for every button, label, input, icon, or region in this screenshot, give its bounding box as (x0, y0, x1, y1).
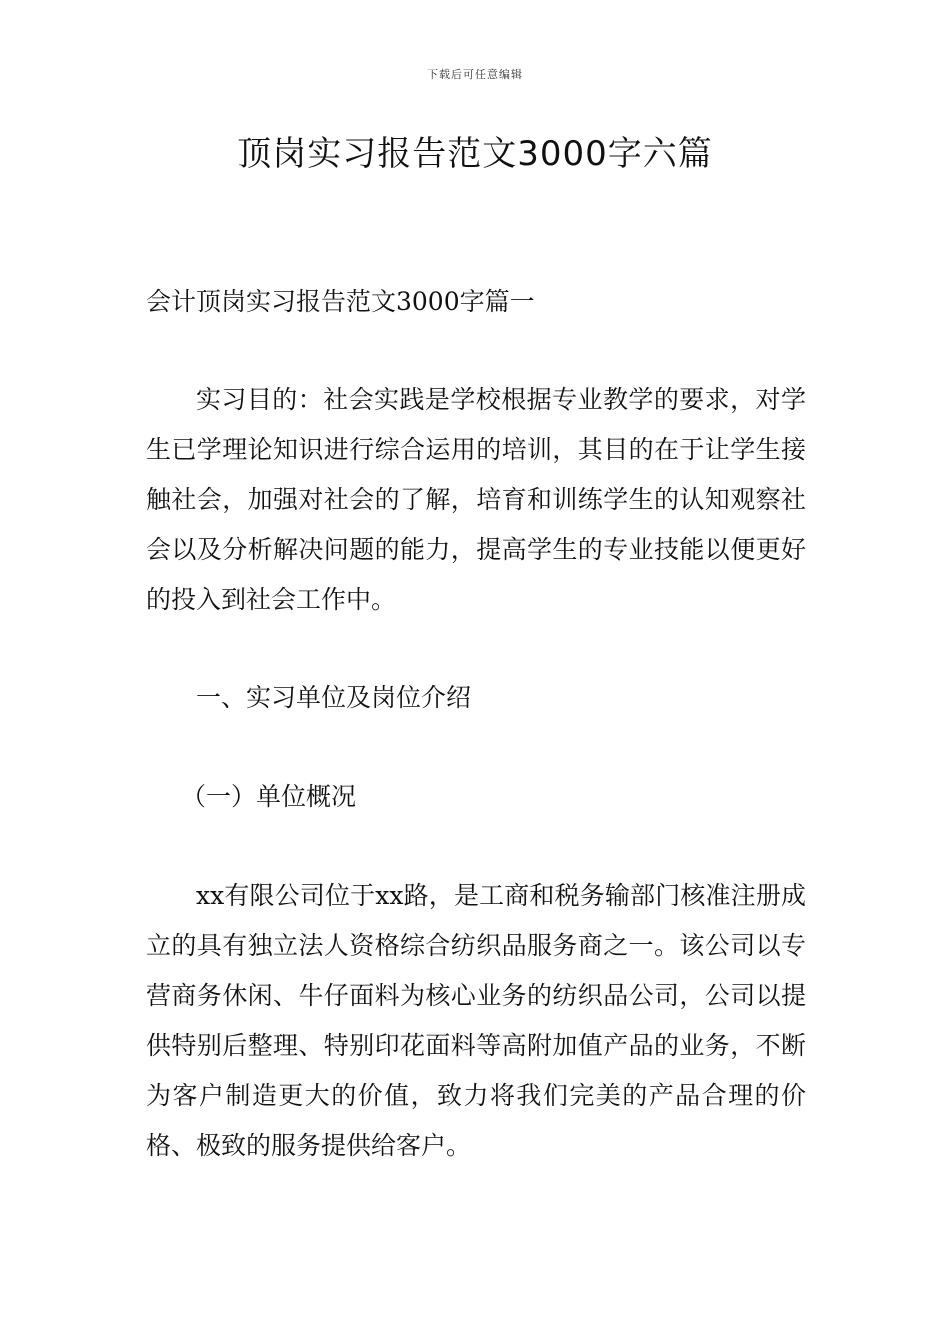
section-heading: 一、实习单位及岗位介绍 (196, 683, 472, 712)
paragraph-company: xx有限公司位于xx路，是工商和税务输部门核准注册成立的具有独立法人资格综合纺织品服务商之一。该公司以专营商务休闲、牛仔面料为核心业务的纺织品公司，公司以提供特别后整理、特别印花面料等高附加值产品的业务，不断为客户制造更大的价值，致力将我们完美的产品合理的价格、极致的服务提供给客户。 (146, 881, 806, 1160)
page-title: 顶岗实习报告范文3000字六篇 (237, 134, 713, 174)
paragraph-purpose: 实习目的：社会实践是学校根据专业教学的要求，对学生已学理论知识进行综合运用的培训，其目的在于让学生接触社会，加强对社会的了解，培育和训练学生的认知观察社会以及分析解决问题的能力，提高学生的专业技能以便更好的投入到社会工作中。 (146, 385, 806, 614)
article-subtitle: 会计顶岗实习报告范文3000字篇一 (146, 287, 535, 316)
subsection-heading: （一）单位概况 (181, 782, 357, 811)
header-note: 下载后可任意编辑 (427, 68, 523, 81)
